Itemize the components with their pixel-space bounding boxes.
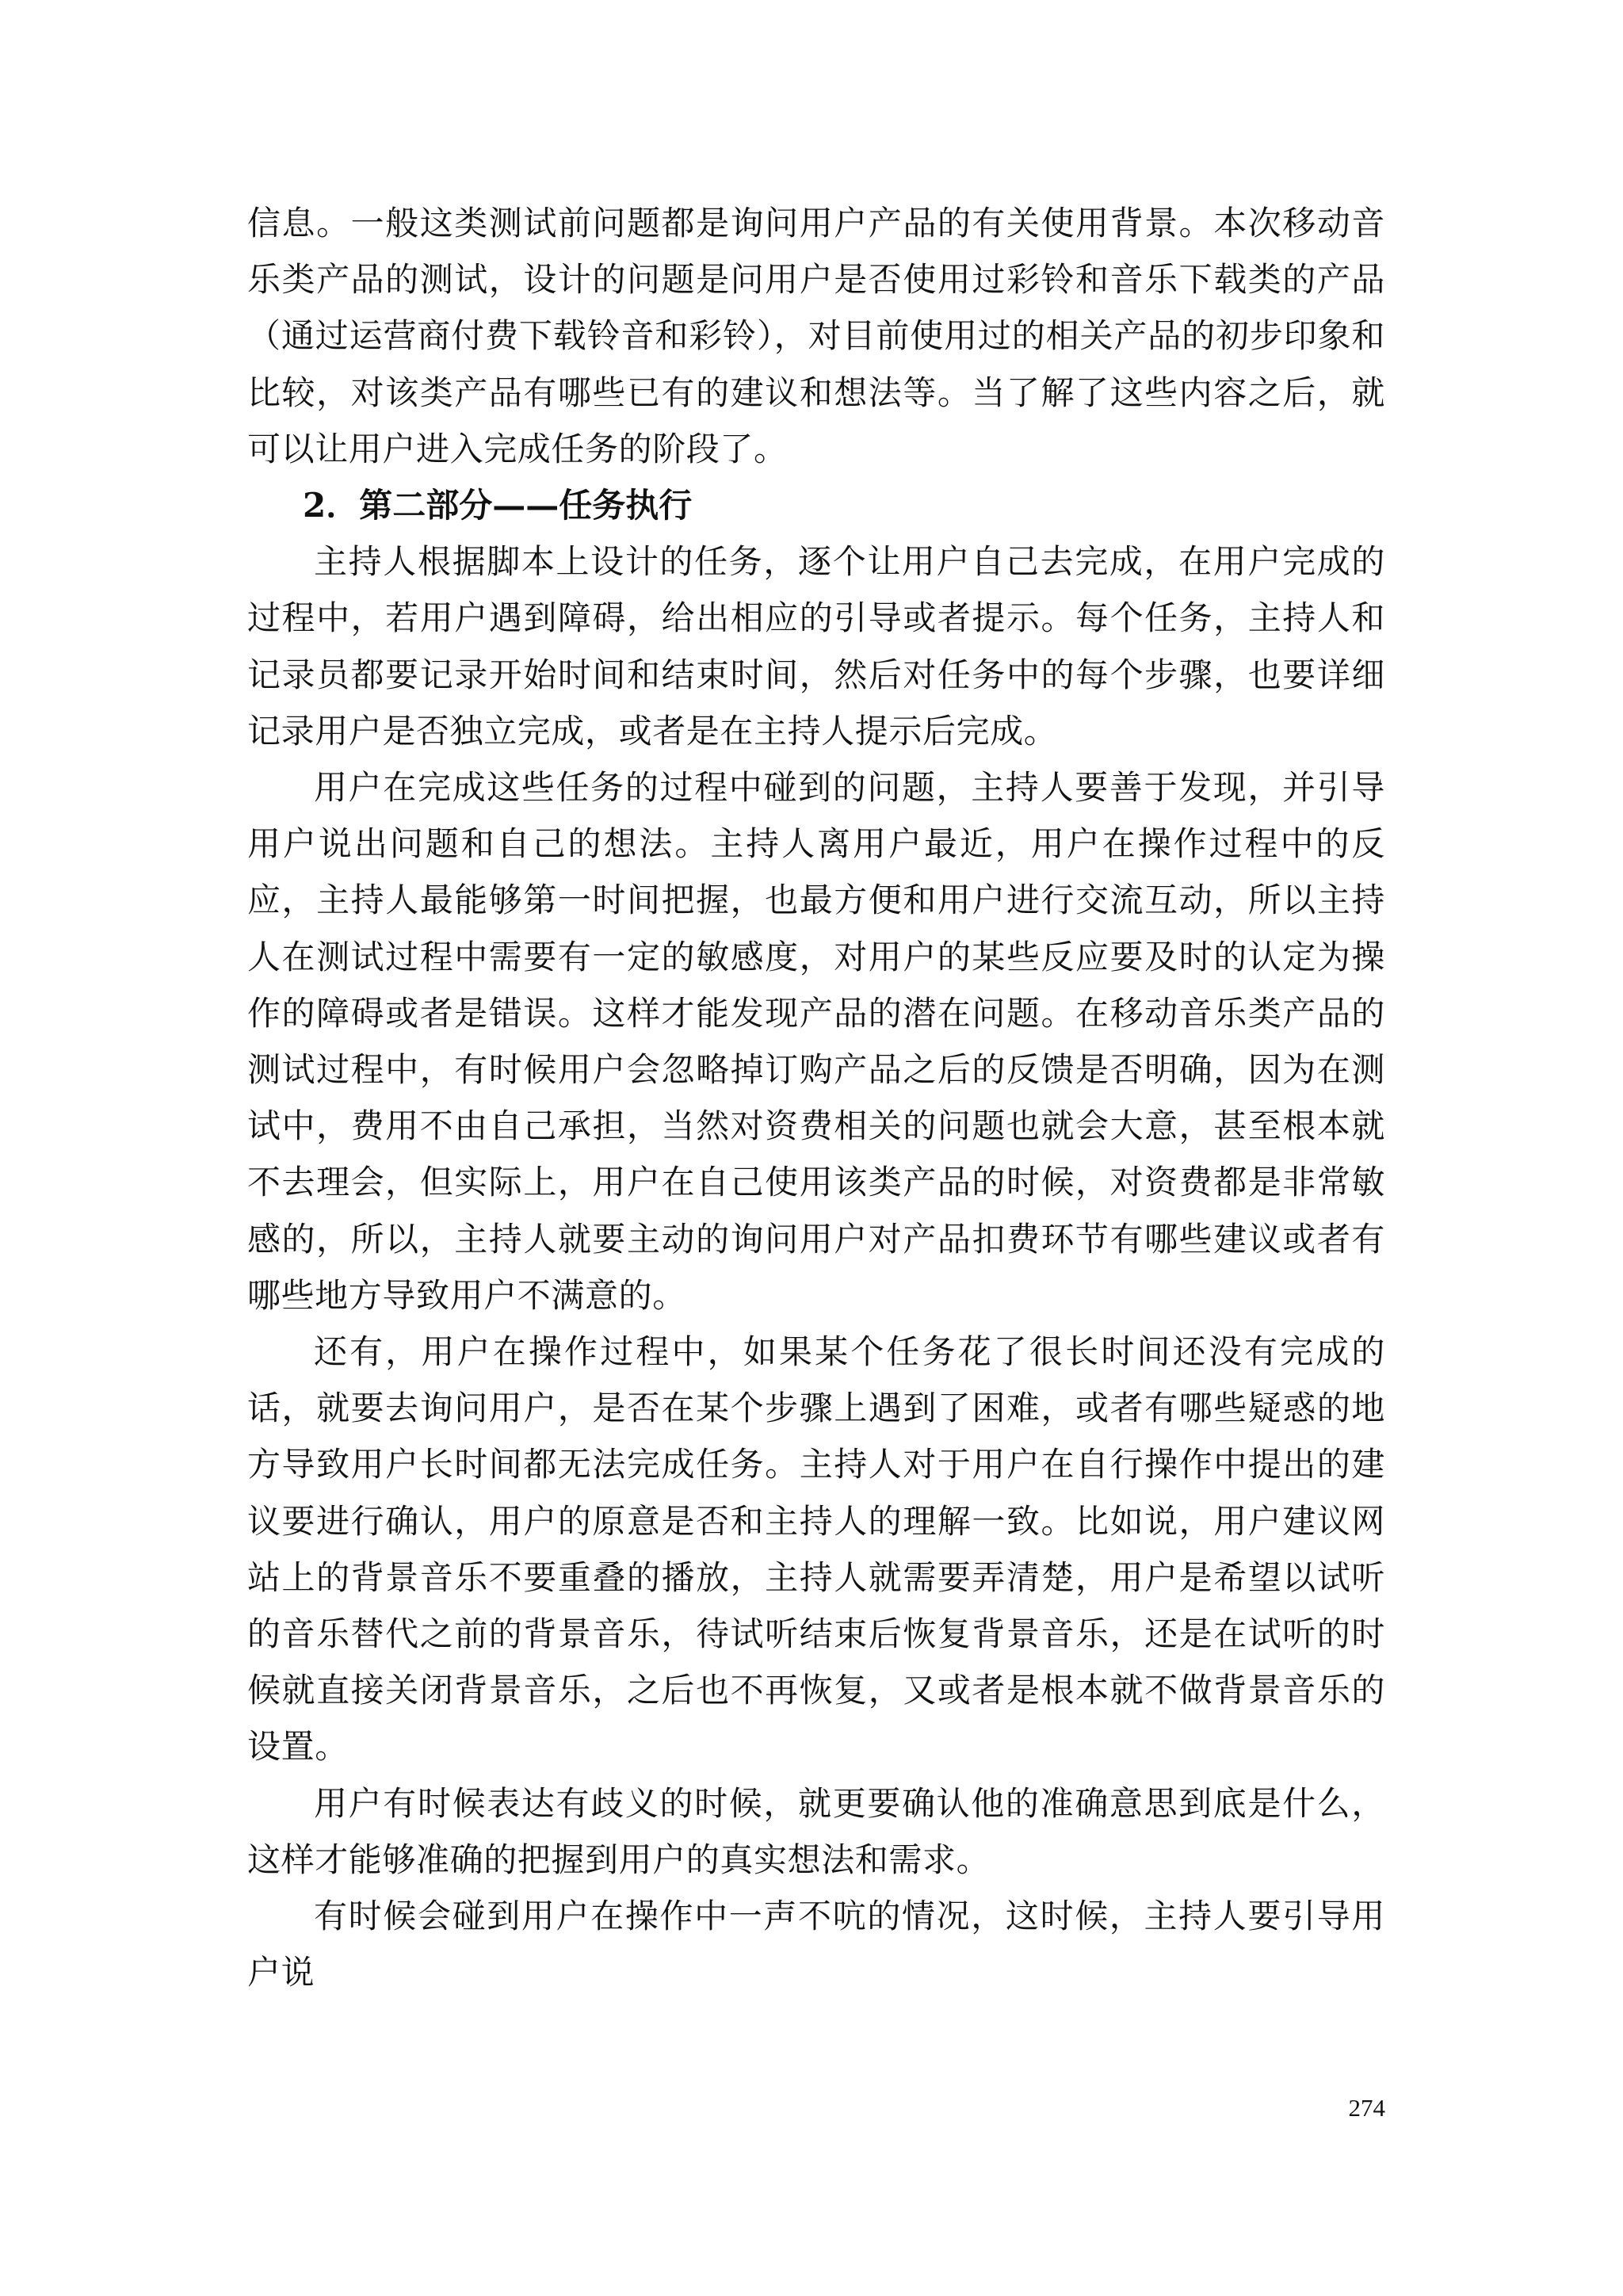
paragraph-task-execution-4: 用户有时候表达有歧义的时候，就更要确认他的准确意思到底是什么，这样才能够准确的把握到用户的真实想法和需求。 bbox=[247, 1783, 1385, 1879]
body-text bbox=[247, 195, 1385, 2001]
paragraph-task-execution-2: 用户在完成这些任务的过程中碰到的问题，主持人要善于发现，并引导用户说出问题和自己的想法。主持人离用户最近，用户在操作过程中的反应，主持人最能够第一时间把握，也最方便和用户进行交流互动，所以主持人在测试过程中需要有一定的敏感度，对用户的某些反应要及时的认定为操作的障碍或者是错误。这样才能发现产品的潜在问题。在移动音乐类产品的测试过程中，有时候用户会忽略掉订购产品之后的反馈是否明确，因为在测试中，费用不由自己承担，当然对资费相关的问题也就会大意，甚至根本就不去理会，但实际上，用户在自己使用该类产品的时候，对资费都是非常敏感的，所以，主持人就要主动的询问用户对产品扣费环节有哪些建议或者有哪些地方导致用户不满意的。 bbox=[247, 768, 1385, 1315]
section-heading: 2．第二部分——任务执行 bbox=[303, 486, 693, 525]
paragraph-task-execution-1: 主持人根据脚本上设计的任务，逐个让用户自己去完成，在用户完成的过程中，若用户遇到障碍，给出相应的引导或者提示。每个任务，主持人和记录员都要记录开始时间和结束时间，然后对任务中的每个步骤，也要详细记录用户是否独立完成，或者是在主持人提示后完成。 bbox=[247, 542, 1385, 751]
paragraph-task-execution-3: 还有，用户在操作过程中，如果某个任务花了很长时间还没有完成的话，就要去询问用户，是否在某个步骤上遇到了困难，或者有哪些疑惑的地方导致用户长时间都无法完成任务。主持人对于用户在自行操作中提出的建议要进行确认，用户的原意是否和主持人的理解一致。比如说，用户建议网站上的背景音乐不要重叠的播放，主持人就需要弄清楚，用户是希望以试听的音乐替代之前的背景音乐，待试听结束后恢复背景音乐，还是在试听的时候就直接关闭背景音乐，之后也不再恢复，又或者是根本就不做背景音乐的设置。 bbox=[247, 1332, 1385, 1767]
paragraph-task-execution-5: 有时候会碰到用户在操作中一声不吭的情况，这时候，主持人要引导用户说 bbox=[247, 1897, 1385, 1992]
paragraph-intro-continuation: 信息。一般这类测试前问题都是询问用户产品的有关使用背景。本次移动音乐类产品的测试，设计的问题是问用户是否使用过彩铃和音乐下载类的产品（通过运营商付费下载铃音和彩铃），对目前使用过的相关产品的初步印象和比较，对该类产品有哪些已有的建议和想法等。当了解了这些内容之后，就可以让用户进入完成任务的阶段了。 bbox=[247, 204, 1385, 468]
page-number: 274 bbox=[1348, 2094, 1385, 2122]
